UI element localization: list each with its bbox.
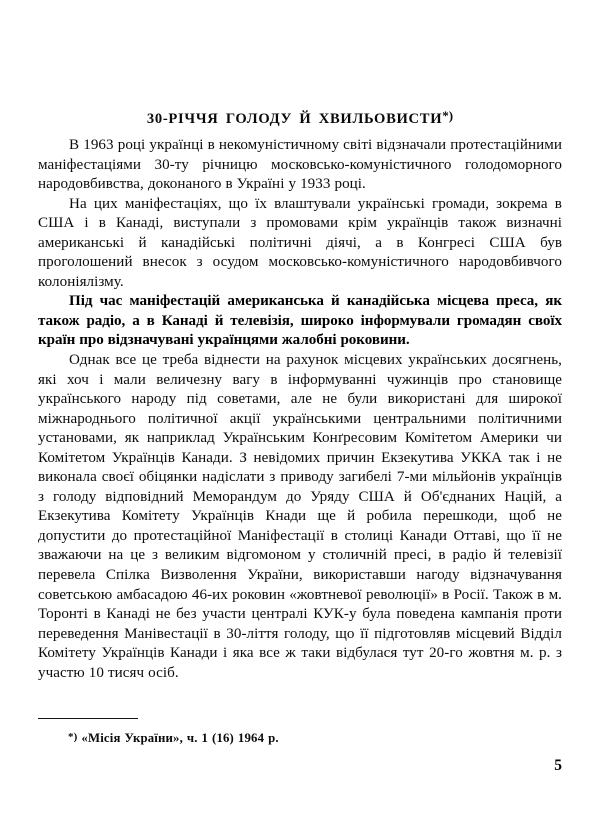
title-footnote-marker: *): [442, 107, 454, 123]
page-title-text: 30-РІЧЧЯ ГОЛОДУ Й ХВИЛЬОВИСТИ: [146, 110, 443, 127]
page-number: 5: [554, 757, 562, 774]
footnote-text: «Місія України», ч. 1 (16) 1964 р.: [81, 731, 279, 746]
footnote-separator-rule: [38, 718, 138, 719]
footnote: [38, 729, 562, 746]
footnote-marker: *): [68, 731, 78, 743]
paragraph-4: Однак все це треба віднести на рахунок місцевих українських досягнень, які хоч і мали величезну вагу в інформуванні чужинців про становище українського народу під советами, але не були використані для широкої міжнароднього політичної акції українськими центральними політичними установами, як наприклад Українським Конґресовим Комітетом Америки чи Комітетом Українців Канади. З невідомих причин Екзекутива УККА так і не виконала своєї обіцянки надіслати з приводу загибелі 7-ми мільйонів українців з голоду відповідний Меморандум до Уряду США й Об'єднаних Націй, а Екзекутива Комітету Українців Кнади ще й робила перешкоди, щоб не допустити до протестаційної Маніфестації в столиці Канади Оттаві, що її не зважаючи на це з великим відгомоном у столичній пресі, в радіо й телевізії перевела Спілка Визволення України, використавши нагоду відзначування советською амбасадою 46-их роковин «жовтневої революції» в Росії. Також в м. Торонті в Канаді не без участи централі КУК-у була поведена кампанія проти переведення Манівестації в 30-ліття голоду, що її підготовляв місцевий Відділ Комітету Українців Канади і яка все ж таки відбулася тут 20-го жовтня м. р. з участю 10 тисяч осіб.: [38, 352, 562, 681]
paragraph-3: Під час маніфестацій американська й канадійська місцева преса, як також радіо, а в Канаді й телевізія, широко інформували громадян своїх країн про відзначувані українцями жалобні роковини.: [38, 293, 562, 349]
page-title: [38, 108, 562, 128]
body-text-block: [38, 136, 562, 683]
paragraph-1: В 1963 році українці в некомуністичному світі відзначали протестаційними маніфестаціями 30-ту річницю московсько-комуністичного голодоморного народовбивства, доконаного в Україні у 1933 році.: [38, 137, 562, 193]
paragraph-2: На цих маніфестаціях, що їх влаштували українські громади, зокрема в США і в Канаді, виступали з промовами крім українців також визначні американські й канадійські політичні діячі, а в Конгресі США був проголошений внесок з осудом московсько-комуністичного народовбивчого колоніялізму.: [38, 195, 562, 290]
